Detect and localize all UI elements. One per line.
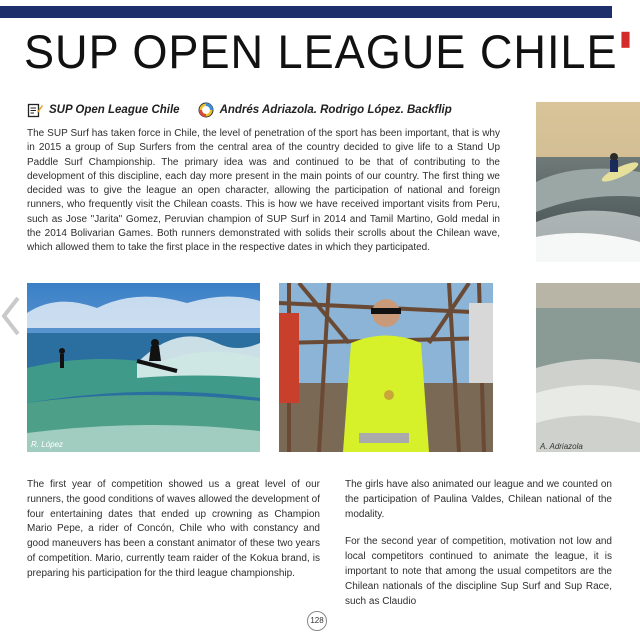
photo-surfer-top-right [536, 102, 640, 262]
page-number: 128 [307, 611, 327, 631]
column-right [345, 478, 612, 622]
photo-surfing-wave [27, 283, 260, 452]
photo-caption-left: R. López [31, 440, 64, 449]
credits-line [27, 100, 452, 120]
paragraph: The first year of competition showed us a great level of our runners, the good conditions of waves allowed the development of four entertaining dates that ended up crowning as Champion Mario Pepe, a rider of Concón, Chile who with constancy and good maneuvers has been a constant animator of these two years of competition. Mario, currently team raider of the Kokua brand, is preparing his participation for the third league championship. [27, 479, 320, 579]
publication-label: SUP Open League Chile [49, 104, 180, 116]
edit-document-icon [27, 102, 43, 118]
authors-label: Andrés Adriazola. Rodrigo López. Backflip [219, 104, 452, 116]
column-left [27, 478, 320, 595]
photo-rider-medal [279, 283, 493, 452]
accent-mark: ▮ [620, 28, 632, 50]
header-bar [0, 6, 612, 18]
photo-waves-right [536, 283, 640, 452]
camera-lens-icon [198, 102, 214, 118]
paragraph: For the second year of competition, motivation not low and local competitors continued to animate the league, it is important to note that among the usual competitors are the Chilean nationals of the discipline Sup Surf and Sup Race, such as Claudio [345, 536, 612, 607]
page-title: SUP OPEN LEAGUE CHILE [24, 25, 618, 78]
paragraph: The girls have also animated our league and we counted on the participation of Paulina Valdes, Chilean national of the modality. [345, 479, 612, 520]
photo-caption-right: A. Adriazola [540, 442, 583, 451]
previous-page-arrow[interactable] [0, 296, 22, 336]
intro-paragraph: The SUP Surf has taken force in Chile, the level of penetration of the sport has been important, that is why in 2015 a group of Sup Surfers from the central area of the country decided to give life to a Stand Up Paddle Surf Championship. The primary idea was and continued to be that of contributing to the development of this discipline, each day more present in the main points of our country. The first thing we decided was to give the league an open character, allowing the participation of national and foreign runners, who frequently visit the Chilean coasts. This is how we have received important visits from Peru, such as Jose "Jarita" Gomez, Peruvian champion of SUP Surf in 2014 and Tamil Martino, Gold medal in the 2014 Bolivarian Games. Both runners demonstrated with solids their scrolls about the Chilean wave, which allowed them to take the first place in the respective dates in which they participated. [27, 128, 500, 254]
